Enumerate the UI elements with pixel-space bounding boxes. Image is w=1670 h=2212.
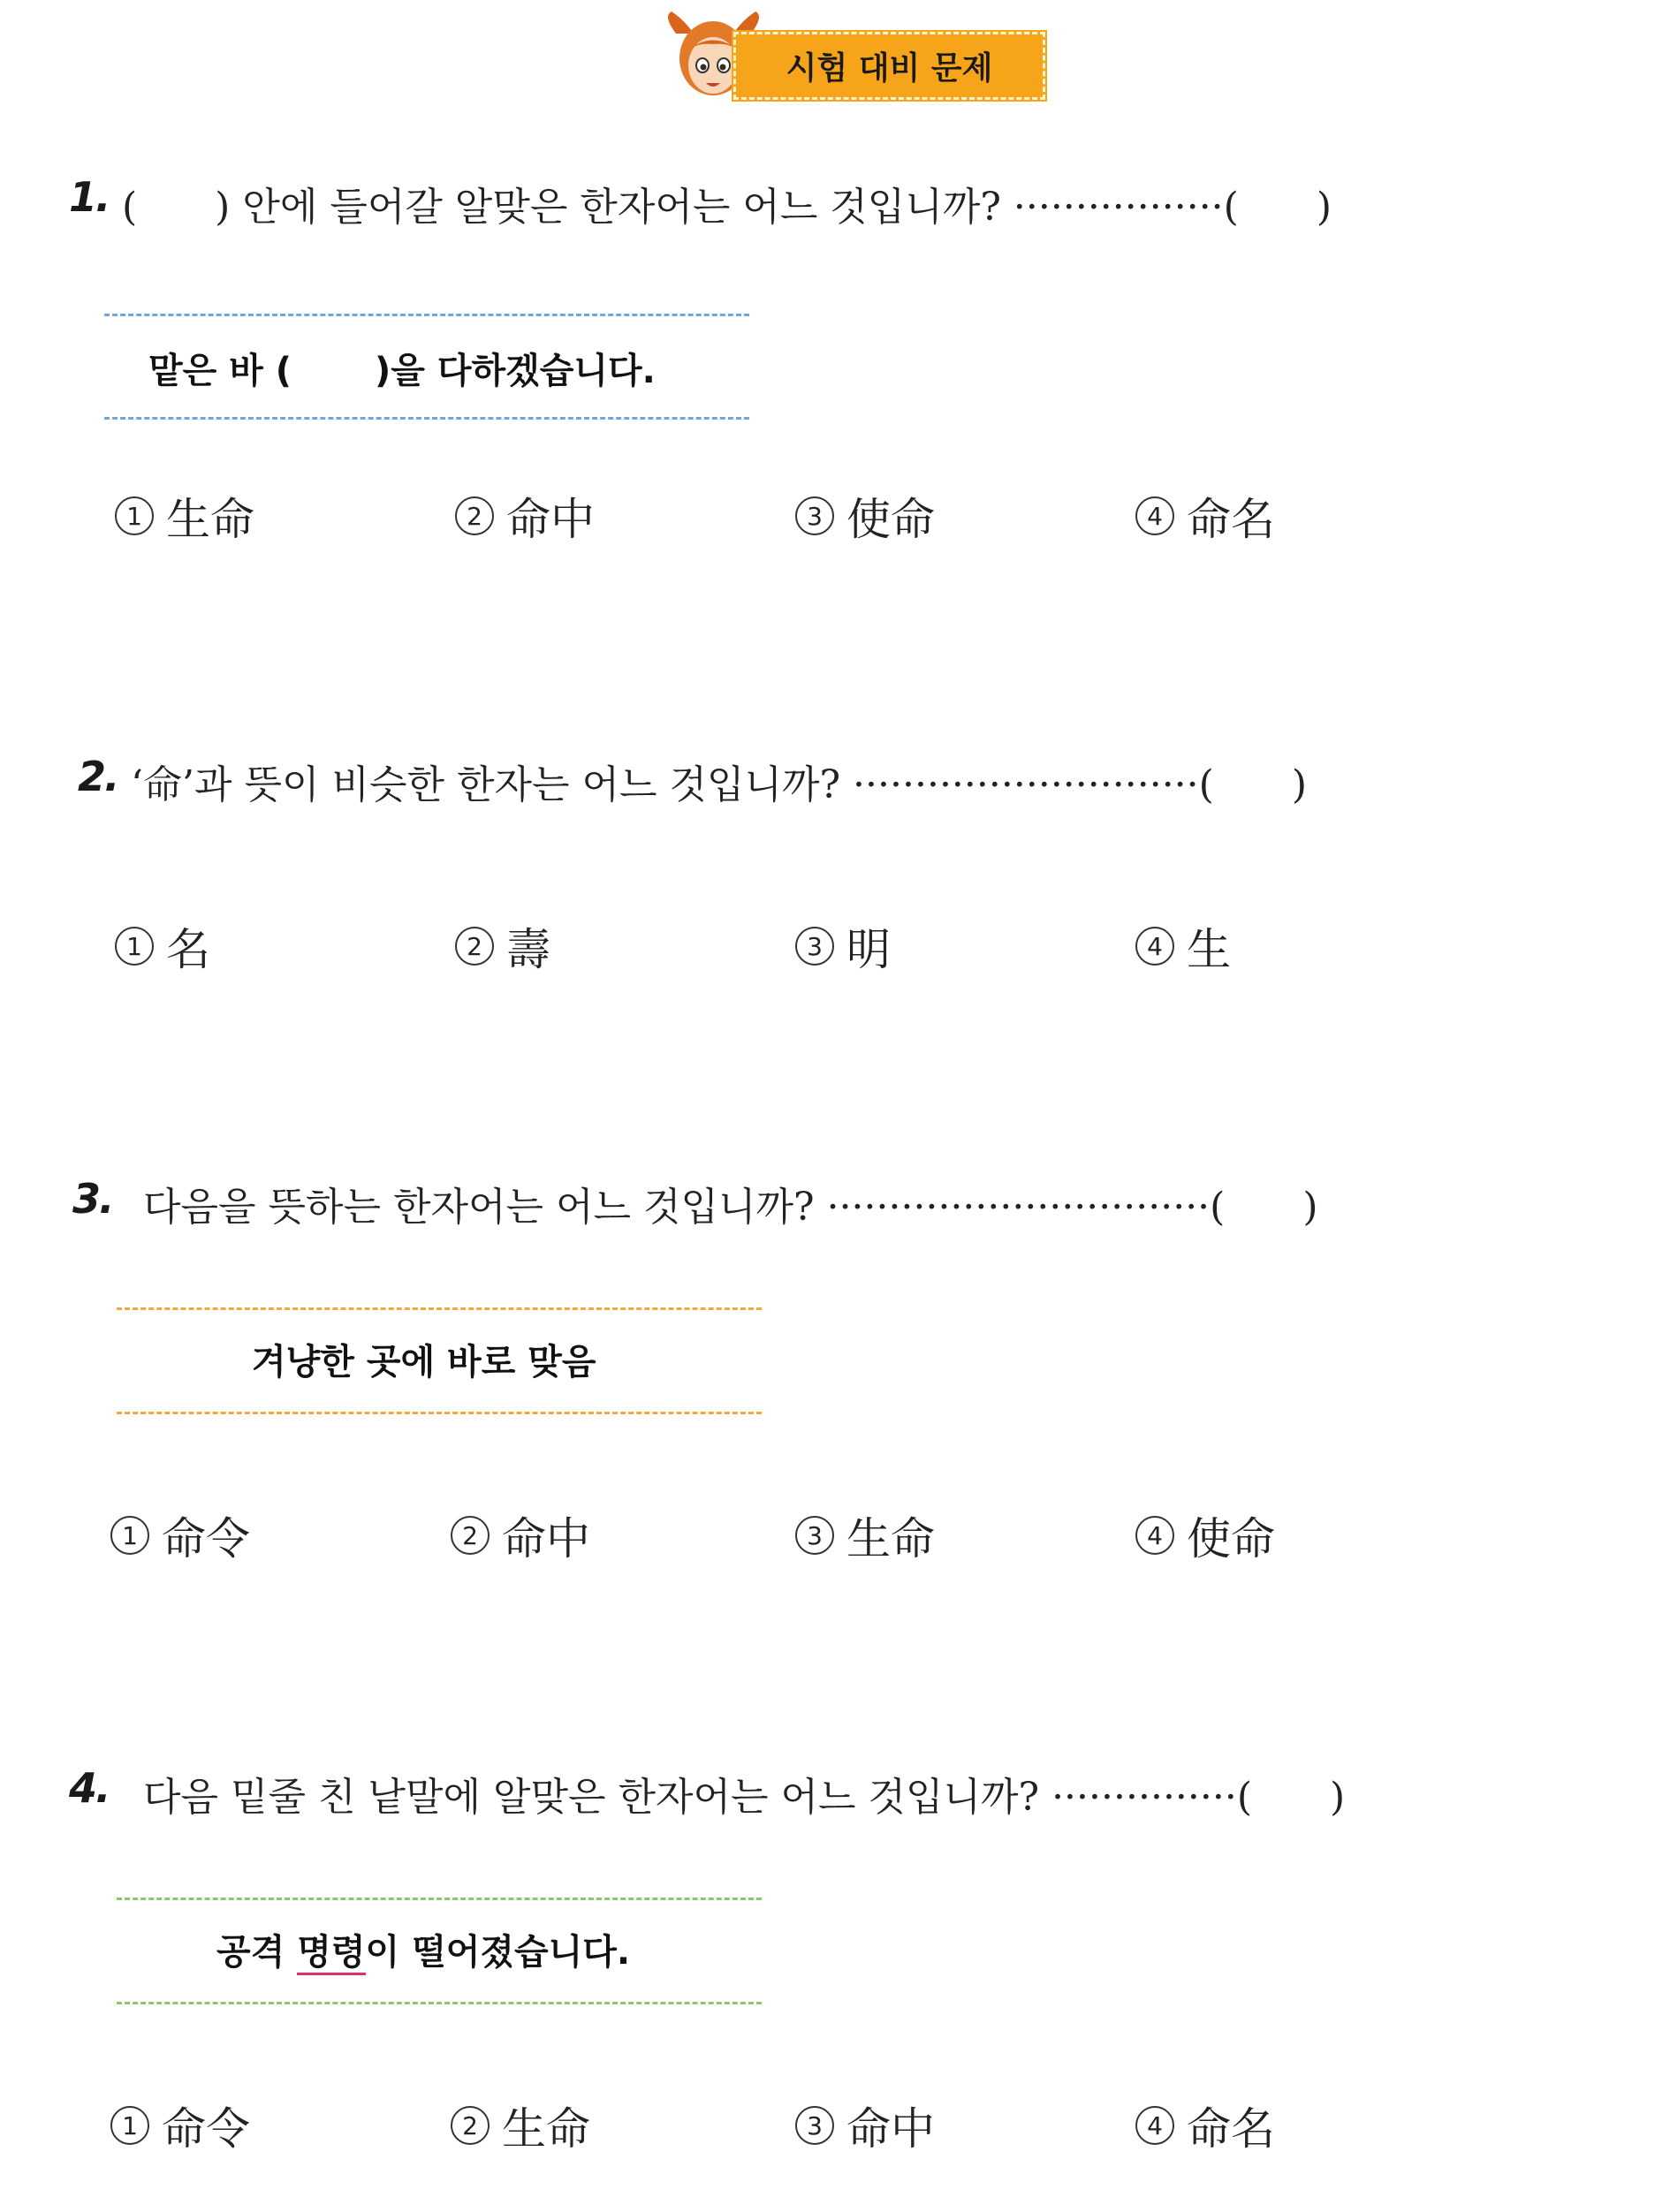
choice-label: 生 [1187, 924, 1231, 975]
choice-label: 使命 [1187, 1513, 1275, 1564]
q3-choice-1[interactable] [110, 1504, 250, 1567]
q1-box-bottom-divider [104, 417, 749, 420]
choice-number: 3 [795, 1516, 834, 1555]
choice-label: 命中 [506, 494, 595, 545]
choice-label: 使命 [846, 494, 935, 545]
header-badge [658, 7, 1051, 104]
question-2-number: 2. [78, 753, 118, 800]
choice-label: 生命 [166, 494, 254, 545]
question-3-number: 3. [72, 1175, 113, 1223]
choice-number: 2 [451, 1516, 490, 1555]
choice-number: 1 [115, 496, 154, 535]
q3-box-bottom-divider [117, 1412, 762, 1414]
choice-label: 命名 [1187, 2103, 1275, 2155]
choice-number: 2 [455, 927, 494, 966]
question-1-number: 1. [69, 173, 110, 221]
q4-choice-4[interactable] [1135, 2094, 1275, 2157]
choice-number: 4 [1135, 2106, 1174, 2145]
question-1-text: ( ) 안에 들어갈 알맞은 한자어는 어느 것입니까? ·················( ) [122, 185, 1332, 230]
q2-choice-2[interactable] [455, 914, 550, 978]
choice-label: 名 [166, 924, 210, 975]
q4-choice-1[interactable] [110, 2094, 250, 2157]
underlined-word: 명령 [297, 1932, 365, 1975]
question-3-box-text: 겨냥한 곳에 바로 맞음 [252, 1342, 596, 1382]
choice-number: 3 [795, 496, 834, 535]
question-4-number: 4. [69, 1764, 110, 1812]
choice-number: 4 [1135, 1516, 1174, 1555]
q2-choice-1[interactable] [115, 914, 210, 978]
choice-number: 1 [115, 927, 154, 966]
choice-number: 1 [110, 1516, 149, 1555]
q4-box-bottom-divider [117, 2002, 762, 2004]
choice-label: 生命 [502, 2103, 590, 2155]
q1-choice-2[interactable] [455, 484, 595, 548]
choice-number: 3 [795, 927, 834, 966]
choice-label: 命中 [846, 2103, 935, 2155]
q2-choice-4[interactable] [1135, 914, 1231, 978]
q3-box-top-divider [117, 1307, 762, 1310]
q3-choice-2[interactable] [451, 1504, 590, 1567]
box-text-after: 이 떨어졌습니다. [365, 1932, 631, 1973]
choice-label: 命令 [162, 2103, 250, 2155]
q1-box-top-divider [104, 314, 749, 316]
q4-choice-3[interactable] [795, 2094, 935, 2157]
choice-label: 命名 [1187, 494, 1275, 545]
choice-label: 壽 [506, 924, 550, 975]
choice-number: 2 [451, 2106, 490, 2145]
q1-choice-1[interactable] [115, 484, 254, 548]
q4-choice-2[interactable] [451, 2094, 590, 2157]
choice-label: 命中 [502, 1513, 590, 1564]
box-text-before: 공격 [216, 1932, 298, 1973]
q2-choice-3[interactable] [795, 914, 891, 978]
q1-choice-3[interactable] [795, 484, 935, 548]
choice-number: 4 [1135, 496, 1174, 535]
question-1-box-text: 맡은 바 ( )을 다하겠습니다. [148, 351, 656, 391]
choice-label: 明 [846, 924, 891, 975]
question-4-box-text [216, 1924, 630, 1974]
q3-choice-4[interactable] [1135, 1504, 1275, 1567]
q4-box-top-divider [117, 1898, 762, 1900]
choice-number: 3 [795, 2106, 834, 2145]
choice-label: 命令 [162, 1513, 250, 1564]
q3-choice-3[interactable] [795, 1504, 935, 1567]
question-3-text: 다음을 뜻하는 한자어는 어느 것입니까? ·······························( ) [143, 1185, 1318, 1230]
choice-number: 2 [455, 496, 494, 535]
q1-choice-4[interactable] [1135, 484, 1275, 548]
choice-number: 1 [110, 2106, 149, 2145]
choice-number: 4 [1135, 927, 1174, 966]
question-4-text: 다음 밑줄 친 낱말에 알맞은 한자어는 어느 것입니까? ···············( ) [143, 1775, 1346, 1820]
header-title: 시험 대비 문제 [733, 32, 1045, 100]
question-2-text: ‘命’과 뜻이 비슷한 한자는 어느 것입니까? ····························( ) [131, 762, 1307, 807]
choice-label: 生命 [846, 1513, 935, 1564]
